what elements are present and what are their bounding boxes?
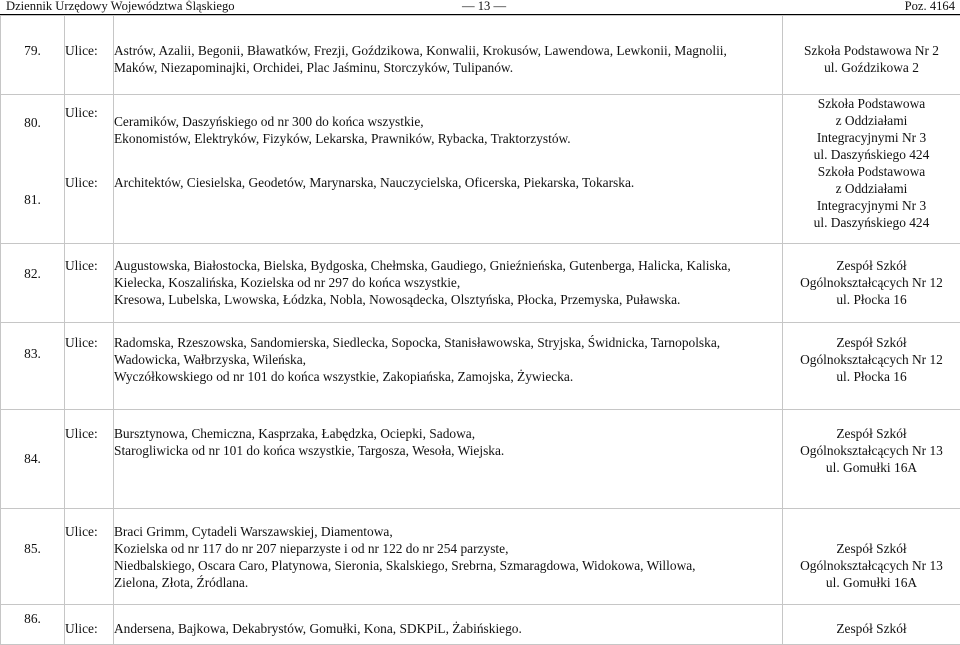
table-row	[1, 244, 960, 323]
table-row	[1, 323, 960, 410]
entry-number: 83.	[1, 323, 65, 410]
street-line: Ceramików, Daszyńskiego od nr 300 do końca wszystkie,	[114, 113, 782, 130]
school-cell	[783, 605, 960, 645]
school-line: ul. Daszyńskiego 424	[783, 146, 960, 163]
entry-number: 81.	[1, 191, 64, 208]
street-line: Bursztynowa, Chemiczna, Kasprzaka, Łabędzka, Ociepki, Sadowa,	[114, 425, 782, 442]
school-line: Zespół Szkół	[783, 620, 960, 637]
entry-label: Ulice:	[65, 244, 114, 323]
entry-label: Ulice:	[65, 104, 113, 121]
school-cell	[783, 323, 960, 410]
entry-number-cell	[1, 95, 65, 244]
street-line: Andersena, Bajkowa, Dekabrystów, Gomułki, Kona, SDKPiL, Żabińskiego.	[114, 620, 782, 637]
street-line: Wyczółkowskiego od nr 101 do końca wszystkie, Zakopiańska, Zamojska, Żywiecka.	[114, 368, 782, 385]
school-line: Zespół Szkół	[783, 257, 960, 274]
table-row	[1, 410, 960, 509]
street-line: Architektów, Ciesielska, Geodetów, Marynarska, Nauczycielska, Oficerska, Piekarska, Tokarska.	[114, 174, 782, 191]
street-line: Astrów, Azalii, Begonii, Bławatków, Frezji, Goździkowa, Konwalii, Krokusów, Lawendowa, Lewkonii, Magnolii,	[114, 42, 782, 59]
school-cell	[783, 410, 960, 509]
entry-number: 86.	[1, 605, 65, 645]
street-line: Kresowa, Lubelska, Lwowska, Łódzka, Nobla, Nowosądecka, Olsztyńska, Płocka, Przemyska, Puławska.	[114, 291, 782, 308]
entry-label: Ulice:	[65, 410, 114, 509]
school-line: ul. Goździkowa 2	[783, 59, 960, 76]
page-header	[0, 0, 960, 15]
entry-number: 79.	[1, 16, 65, 95]
school-line: Szkoła Podstawowa Nr 2	[783, 42, 960, 59]
school-cell	[783, 16, 960, 95]
street-line: Radomska, Rzeszowska, Sandomierska, Siedlecka, Sopocka, Stanisławowska, Stryjska, Świdnicka, Tarnopolska,	[114, 334, 782, 351]
street-line: Kozielska od nr 117 do nr 207 nieparzyste i od nr 122 do nr 254 parzyste,	[114, 540, 782, 557]
school-line: z Oddziałami	[783, 112, 960, 129]
position-number: Poz. 4164	[905, 0, 955, 13]
school-cell	[783, 95, 960, 244]
street-line: Niedbalskiego, Oscara Caro, Platynowa, Sieronia, Skalskiego, Srebrna, Szmaragdowa, Widokowa, Willowa,	[114, 557, 782, 574]
street-line: Zielona, Złota, Źródlana.	[114, 574, 782, 591]
school-line: ul. Płocka 16	[783, 291, 960, 308]
streets-cell	[114, 95, 783, 244]
journal-title: Dziennik Urzędowy Województwa Śląskiego	[6, 0, 235, 13]
table-row	[1, 605, 960, 645]
school-line: ul. Płocka 16	[783, 368, 960, 385]
school-line: Szkoła Podstawowa	[783, 95, 960, 112]
school-line: ul. Daszyńskiego 424	[783, 214, 960, 231]
street-line: Maków, Niezapominajki, Orchidei, Plac Jaśminu, Storczyków, Tulipanów.	[114, 59, 782, 76]
school-line: ul. Gomułki 16A	[783, 574, 960, 591]
streets-cell	[114, 16, 783, 95]
entry-number: 84.	[1, 410, 65, 509]
school-line: Integracyjnymi Nr 3	[783, 197, 960, 214]
school-line: ul. Gomułki 16A	[783, 459, 960, 476]
table-row	[1, 16, 960, 95]
street-line: Starogliwicka od nr 101 do końca wszystkie, Targosza, Wesoła, Wiejska.	[114, 442, 782, 459]
street-line: Braci Grimm, Cytadeli Warszawskiej, Diamentowa,	[114, 523, 782, 540]
page-number: — 13 —	[462, 0, 506, 13]
school-line: Szkoła Podstawowa	[783, 163, 960, 180]
school-line: z Oddziałami	[783, 180, 960, 197]
entry-label-cell	[65, 95, 114, 244]
streets-cell	[114, 244, 783, 323]
streets-cell	[114, 605, 783, 645]
entry-number: 82.	[1, 244, 65, 323]
streets-cell	[114, 509, 783, 605]
school-cell	[783, 244, 960, 323]
entry-label: Ulice:	[65, 174, 113, 191]
school-line: Ogólnokształcących Nr 12	[783, 274, 960, 291]
school-line: Zespół Szkół	[783, 540, 960, 557]
table-row	[1, 509, 960, 605]
district-table	[0, 15, 960, 645]
streets-cell	[114, 323, 783, 410]
entry-label: Ulice:	[65, 323, 114, 410]
table-row	[1, 95, 960, 244]
school-line: Ogólnokształcących Nr 13	[783, 557, 960, 574]
school-line: Zespół Szkół	[783, 334, 960, 351]
entry-label: Ulice:	[65, 605, 114, 645]
school-line: Zespół Szkół	[783, 425, 960, 442]
streets-cell	[114, 410, 783, 509]
school-line: Ogólnokształcących Nr 12	[783, 351, 960, 368]
entry-number: 85.	[1, 509, 65, 605]
street-line: Kielecka, Koszalińska, Kozielska od nr 297 do końca wszystkie,	[114, 274, 782, 291]
street-line: Augustowska, Białostocka, Bielska, Bydgoska, Chełmska, Gaudiego, Gnieźnieńska, Gutenberga, Halicka, Kaliska,	[114, 257, 782, 274]
school-line: Integracyjnymi Nr 3	[783, 129, 960, 146]
entry-label: Ulice:	[65, 509, 114, 605]
street-line: Wadowicka, Wałbrzyska, Wileńska,	[114, 351, 782, 368]
school-line: Ogólnokształcących Nr 13	[783, 442, 960, 459]
school-cell	[783, 509, 960, 605]
street-line: Ekonomistów, Elektryków, Fizyków, Lekarska, Prawników, Rybacka, Traktorzystów.	[114, 130, 782, 147]
entry-number: 80.	[1, 114, 64, 131]
entry-label: Ulice:	[65, 16, 114, 95]
